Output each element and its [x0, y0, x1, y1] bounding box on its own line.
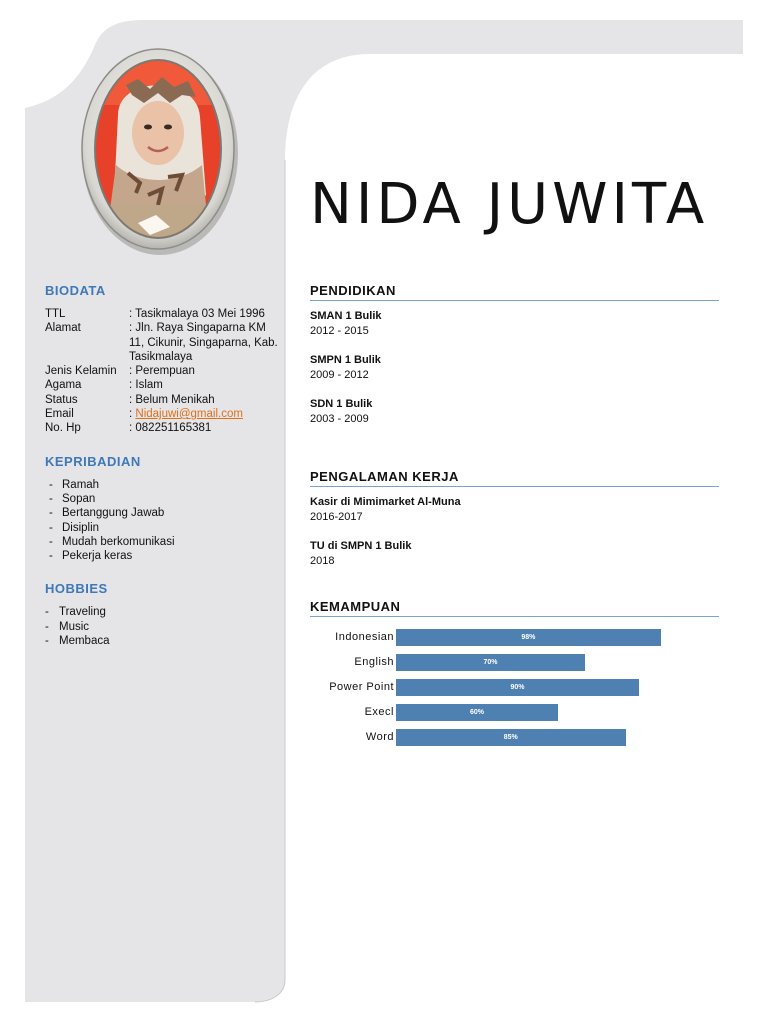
pengalaman-heading: PENGALAMAN KERJA [310, 469, 719, 487]
pendidikan-section [310, 283, 719, 441]
skill-value-label: 60% [470, 709, 485, 716]
skill-bar [396, 629, 661, 646]
job-years: 2016-2017 [310, 510, 363, 523]
skill-row [310, 704, 720, 721]
work-entry [310, 495, 719, 524]
skill-row [310, 729, 720, 746]
biodata-value: : 082251165381 [129, 422, 212, 435]
skill-value-label: 98% [521, 634, 536, 641]
skill-bar [396, 729, 626, 746]
skill-bar [396, 704, 558, 721]
biodata-key: Jenis Kelamin [45, 365, 117, 378]
biodata-value: : Tasikmalaya 03 Mei 1996 [129, 308, 265, 320]
list-item: - Bertanggung Jawab [45, 506, 280, 520]
kemampuan-section [310, 599, 719, 625]
email-prefix: : [129, 408, 136, 421]
email-link[interactable]: Nidajuwi@gmail.com [135, 408, 243, 421]
list-item: - Disiplin [45, 521, 280, 535]
skill-value-label: 90% [510, 684, 525, 691]
school-years: 2003 - 2009 [310, 412, 369, 425]
kepribadian-heading: KEPRIBADIAN [45, 453, 141, 469]
school-years: 2009 - 2012 [310, 368, 369, 381]
biodata-value: : Islam [129, 379, 163, 392]
hobbies-heading: HOBBIES [45, 581, 108, 597]
skill-bar [396, 679, 639, 696]
education-entry [310, 353, 719, 382]
skill-label: Execl [364, 706, 394, 718]
biodata-row-agama [45, 378, 280, 392]
list-item: - Pekerja keras [45, 549, 280, 563]
skill-row [310, 654, 720, 671]
list-item: - Sopan [45, 492, 280, 506]
work-entry [310, 539, 719, 568]
school-name: SMAN 1 Bulik [310, 310, 382, 322]
pengalaman-section [310, 469, 719, 583]
biodata-key: TTL [45, 308, 66, 320]
biodata-key: No. Hp [45, 422, 81, 435]
biodata-value: : Perempuan [129, 365, 195, 378]
list-item: - Traveling [45, 605, 280, 619]
biodata-row-jenis-kelamin [45, 364, 280, 378]
biodata-value [129, 407, 280, 421]
biodata-key: Alamat [45, 322, 81, 335]
list-item: - Membaca [45, 634, 280, 648]
biodata-row-alamat [45, 321, 280, 364]
skill-label: Indonesian [335, 631, 394, 643]
biodata-key: Agama [45, 379, 82, 392]
skill-bar [396, 654, 585, 671]
biodata-row-status [45, 393, 280, 407]
education-entry [310, 397, 719, 426]
job-years: 2018 [310, 554, 335, 567]
skill-track [396, 654, 712, 671]
profile-photo [78, 45, 238, 257]
list-item: - Music [45, 620, 280, 634]
pendidikan-heading: PENDIDIKAN [310, 283, 719, 301]
biodata-key: Status [45, 393, 78, 406]
list-item: - Ramah [45, 478, 280, 492]
skill-value-label: 85% [503, 734, 518, 741]
job-title: TU di SMPN 1 Bulik [310, 540, 412, 552]
skill-track [396, 679, 712, 696]
biodata-row-email [45, 407, 280, 421]
biodata-value: : Belum Menikah [129, 393, 215, 406]
school-years: 2012 - 2015 [310, 324, 369, 337]
biodata-row-phone [45, 421, 280, 435]
list-item: - Mudah berkomunikasi [45, 535, 280, 549]
skill-value-label: 70% [483, 659, 498, 666]
kemampuan-heading: KEMAMPUAN [310, 599, 719, 617]
education-entry [310, 309, 719, 338]
skill-row [310, 629, 720, 646]
skill-label: English [354, 656, 394, 668]
school-name: SDN 1 Bulik [310, 398, 373, 410]
skill-track [396, 729, 712, 746]
biodata-table [45, 307, 280, 436]
school-name: SMPN 1 Bulik [310, 354, 381, 366]
skill-label: Power Point [329, 681, 394, 693]
skill-row [310, 679, 720, 696]
skill-track [396, 704, 712, 721]
biodata-row-ttl [45, 307, 280, 321]
biodata-value: : Jln. Raya Singaparna KM 11, Cikunir, Singaparna, Kab. Tasikmalaya [129, 322, 278, 363]
left-column [45, 283, 280, 648]
kepribadian-list [45, 478, 280, 564]
job-title: Kasir di Mimimarket Al-Muna [310, 496, 461, 508]
person-name: NIDA JUWITA [310, 172, 709, 237]
hobbies-list [45, 605, 280, 648]
skill-label: Word [365, 731, 394, 743]
biodata-key: Email [45, 408, 74, 421]
skill-track [396, 629, 712, 646]
biodata-heading: BIODATA [45, 283, 106, 298]
